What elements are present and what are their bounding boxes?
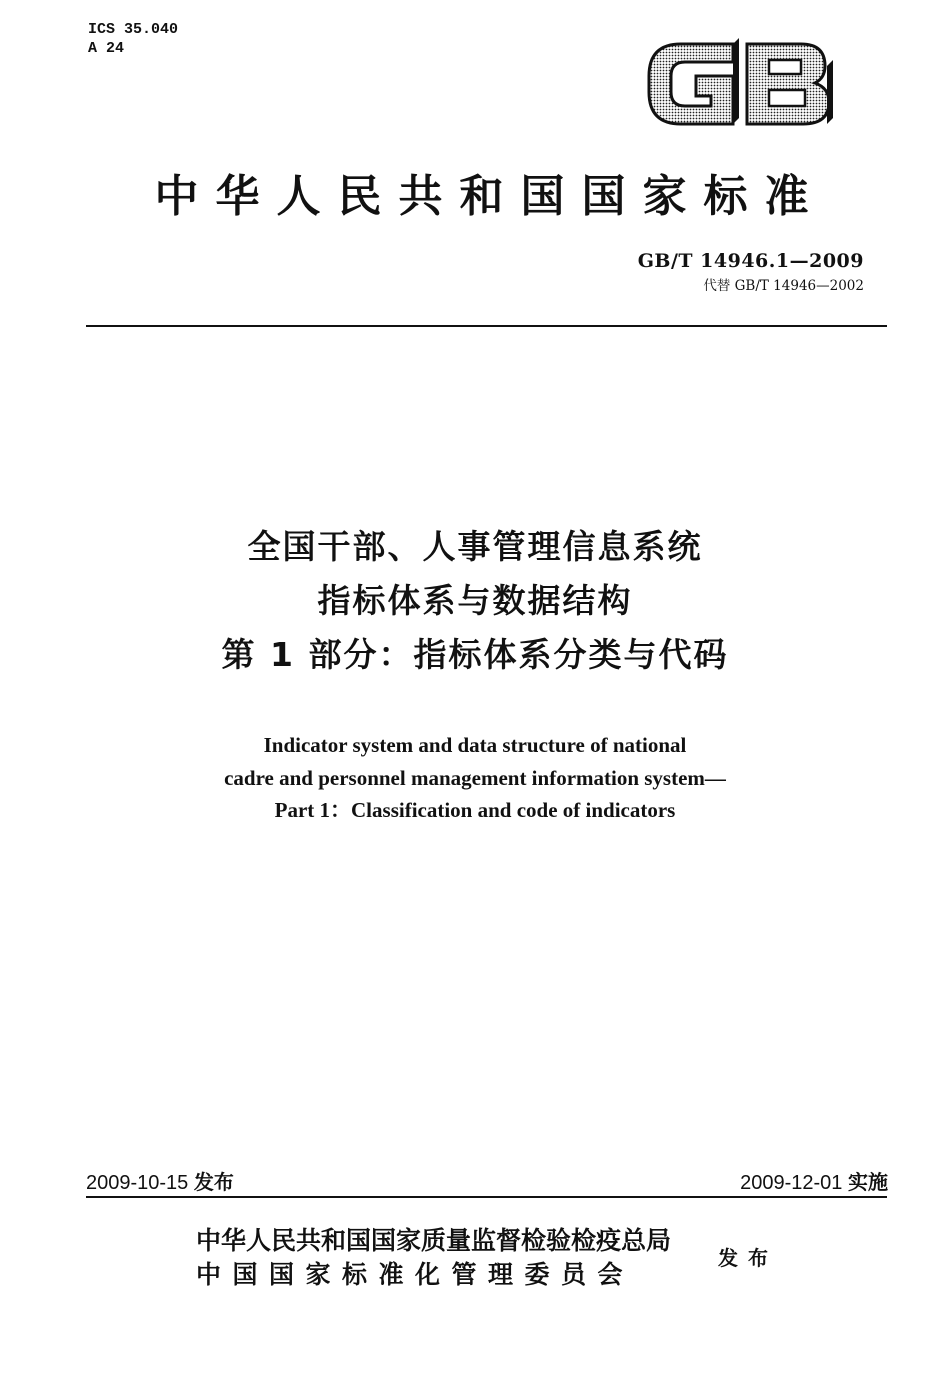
- top-divider: [86, 325, 887, 327]
- publish-label: 发布: [718, 1246, 778, 1270]
- standard-number-block: [638, 250, 864, 294]
- issuer-line-2: 中国国家标准化管理委员会: [196, 1260, 635, 1289]
- english-title-line-2: cadre and personnel management information system—: [224, 765, 726, 790]
- issuing-authorities: [196, 1224, 671, 1292]
- issue-date: 2009-10-15: [86, 1172, 189, 1194]
- standard-number: GB/T 14946.1—2009: [637, 250, 864, 272]
- english-title: [40, 729, 910, 827]
- chinese-title-line-2: 指标体系与数据结构: [317, 581, 633, 620]
- english-title-line-1: Indicator system and data structure of national: [263, 733, 687, 757]
- issue-label: 发布: [193, 1170, 234, 1194]
- implement-label: 实施: [848, 1170, 888, 1194]
- issue-date-block: [86, 1166, 234, 1195]
- replaces-standard: 代替 GB/T 14946—2002: [703, 278, 864, 294]
- issuer-line-1: 中华人民共和国国家质量监督检验检疫总局: [196, 1226, 672, 1255]
- ics-code: ICS 35.040: [88, 21, 179, 38]
- implement-date-block: [740, 1166, 888, 1195]
- chinese-title-line-3: 第 1 部分：指标体系分类与代码: [221, 635, 729, 674]
- gb-standard-logo: [641, 30, 836, 136]
- national-standard-heading: 中华人民共和国国家标准: [154, 171, 826, 222]
- english-title-line-3: Part 1：Classification and code of indicators: [274, 798, 676, 822]
- classification-codes: [88, 20, 178, 58]
- chinese-title: [40, 520, 910, 682]
- chinese-title-line-1: 全国干部、人事管理信息系统: [247, 527, 703, 566]
- bottom-divider: [86, 1196, 887, 1198]
- implement-date: 2009-12-01: [740, 1172, 843, 1194]
- ccs-code: A 24: [88, 40, 125, 57]
- gb-logo-icon: [641, 30, 836, 136]
